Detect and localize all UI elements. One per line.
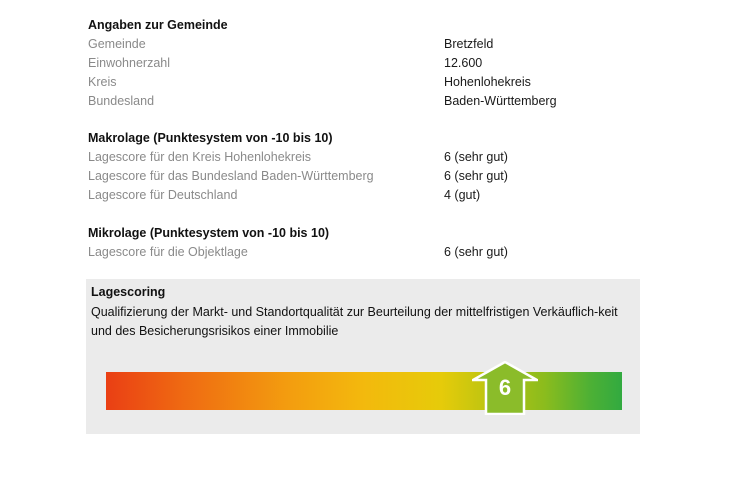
score-value: 6 [498, 375, 512, 400]
gemeinde-section [88, 16, 648, 111]
row-value: 6 (sehr gut) [444, 245, 508, 259]
row-lagescore-deutschland [88, 186, 648, 205]
row-label: Kreis [88, 75, 117, 89]
row-value: Baden-Württemberg [444, 94, 557, 108]
row-value: Hohenlohekreis [444, 75, 531, 89]
row-lagescore-objektlage [88, 243, 648, 262]
score-marker [472, 361, 538, 415]
score-gradient-bar [106, 372, 622, 410]
row-bundesland [88, 92, 648, 111]
row-label: Lagescore für den Kreis Hohenlohekreis [88, 150, 312, 164]
row-label: Lagescore für die Objektlage [88, 245, 248, 259]
row-label: Lagescore für das Bundesland Baden-Württemberg [88, 169, 374, 183]
lagescoring-title: Lagescoring [91, 285, 166, 299]
row-kreis [88, 73, 648, 92]
gemeinde-heading: Angaben zur Gemeinde [88, 18, 228, 32]
row-lagescore-kreis [88, 148, 648, 167]
row-value: 12.600 [444, 56, 483, 70]
row-label: Lagescore für Deutschland [88, 188, 238, 202]
makrolage-section [88, 129, 648, 205]
lagescoring-description: Qualifizierung der Markt- und Standortqualität zur Beurteilung der mittelfristigen Verkäuflich-keit und des Besicherungsrisikos einer Immobilie [91, 305, 618, 338]
lagescoring-panel [86, 279, 640, 434]
row-lagescore-bundesland [88, 167, 648, 186]
row-einwohnerzahl [88, 54, 648, 73]
row-label: Bundesland [88, 94, 155, 108]
row-label: Gemeinde [88, 37, 146, 51]
row-value: 4 (gut) [444, 188, 481, 202]
row-value: Bretzfeld [444, 37, 494, 51]
row-label: Einwohnerzahl [88, 56, 170, 70]
mikrolage-heading: Mikrolage (Punktesystem von -10 bis 10) [88, 226, 330, 240]
row-gemeinde [88, 35, 648, 54]
row-value: 6 (sehr gut) [444, 150, 508, 164]
row-value: 6 (sehr gut) [444, 169, 508, 183]
makrolage-heading: Makrolage (Punktesystem von -10 bis 10) [88, 131, 333, 145]
mikrolage-section [88, 224, 648, 262]
